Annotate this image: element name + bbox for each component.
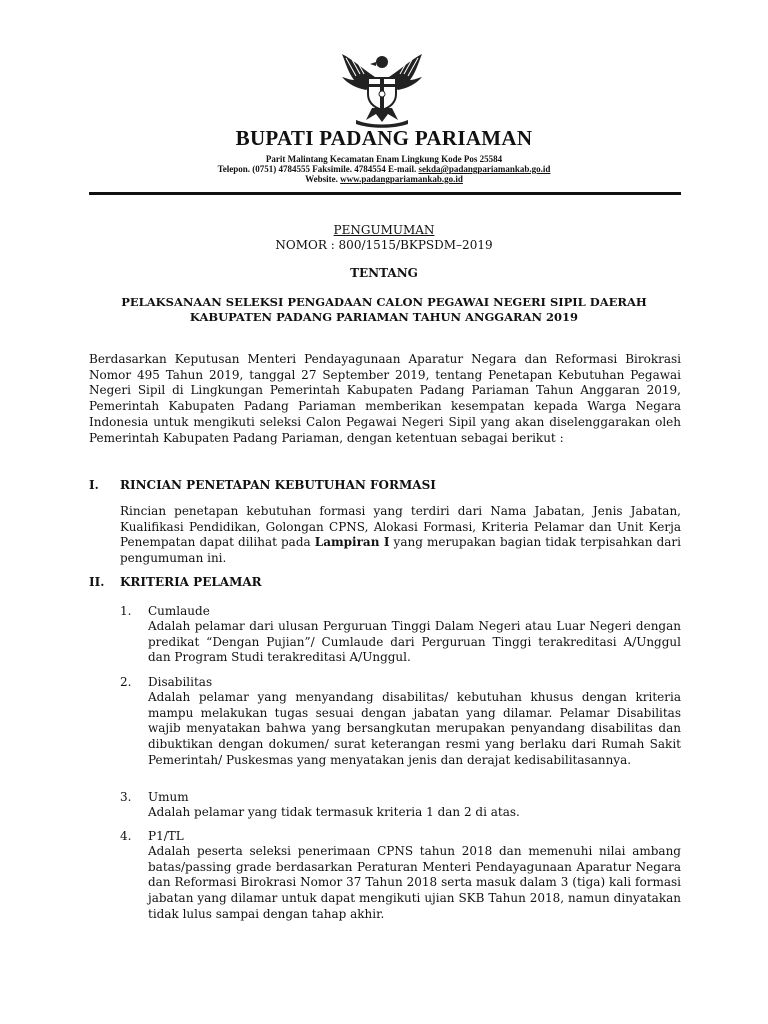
criteria-item-number: 1. xyxy=(120,604,132,618)
intro-paragraph: Berdasarkan Keputusan Menteri Pendayagunaan Aparatur Negara dan Reformasi Birokrasi Nomor 495 Tahun 2019, tanggal 27 September 2019, tentang Penetapan Kebutuhan Pegawai Negeri Sipil di Lingkungan Pemerintah Kabupaten Padang Pariaman Tahun Anggaran 2019, Pemerintah Kabupaten Padang Pariaman memberikan kesempatan kepada Warga Negara Indonesia untuk mengikuti seleksi Calon Pegawai Negeri Sipil yang akan diselenggarakan oleh Pemerintah Kabupaten Padang Pariaman, dengan ketentuan sebagai berikut : xyxy=(89,352,681,445)
criteria-item-title: Disabilitas xyxy=(148,675,213,689)
announcement-subject-line-1: PELAKSANAAN SELEKSI PENGADAAN CALON PEGAWAI NEGERI SIPIL DAERAH xyxy=(121,295,647,309)
letterhead-address: Parit Malintang Kecamatan Enam Lingkung Kode Pos 25584 xyxy=(265,154,503,164)
criteria-item-body: Adalah pelamar yang tidak termasuk kriteria 1 dan 2 di atas. xyxy=(148,805,520,819)
criteria-item-title: Cumlaude xyxy=(148,604,210,618)
criteria-item-body: Adalah pelamar dari ulusan Perguruan Tinggi Dalam Negeri atau Luar Negeri dengan predikat “Dengan Pujian”/ Cumlaude dari Perguruan Tinggi terakreditasi A/Unggul dan Program Studi terakreditasi A/Unggul. xyxy=(148,619,681,665)
garuda-emblem-icon xyxy=(336,50,428,128)
letterhead-divider xyxy=(89,192,681,195)
letterhead-contact xyxy=(0,164,768,174)
announcement-number: NOMOR : 800/1515/BKPSDM–2019 xyxy=(275,238,493,252)
section-1-text-a: Rincian penetapan kebutuhan formasi yang terdiri dari Nama Jabatan, Jenis Jabatan, Kualifikasi Pendidikan, Golongan CPNS, Alokasi Formasi, Kriteria Pelamar dan Unit Kerja Penempatan dapat dilihat pada xyxy=(120,504,681,550)
section-1-attachment-ref: Lampiran I xyxy=(314,535,390,550)
contact-prefix: Telepon. (0751) 4784555 Faksimile. 4784554 E-mail. xyxy=(217,164,419,174)
announcement-about: TENTANG xyxy=(350,266,418,280)
section-2-title: KRITERIA PELAMAR xyxy=(120,575,262,589)
announcement-label: PENGUMUMAN xyxy=(333,223,435,237)
letterhead-website xyxy=(0,174,768,184)
criteria-item-title: Umum xyxy=(148,790,189,804)
section-1-text-b: yang merupakan bagian tidak terpisahkan dari pengumuman ini. xyxy=(120,535,681,566)
criteria-item-body: Adalah pelamar yang menyandang disabilitas/ kebutuhan khusus dengan kriteria mampu melakukan tugas sesuai dengan jabatan yang dilamar. Pelamar Disabilitas wajib menyatakan bahwa yang bersangkutan merupakan penyandang disabilitas dan dibuktikan dengan dokumen/ surat keterangan resmi yang berlaku dari Rumah Sakit Pemerintah/ Puskesmas yang menyatakan jenis dan derajat kedisabilitasannya. xyxy=(148,690,681,767)
announcement-subject-line-2: KABUPATEN PADANG PARIAMAN TAHUN ANGGARAN 2019 xyxy=(189,310,579,324)
section-1-title: RINCIAN PENETAPAN KEBUTUHAN FORMASI xyxy=(120,478,436,492)
criteria-item-number: 2. xyxy=(120,675,132,689)
criteria-item-number: 4. xyxy=(120,829,132,843)
website-prefix: Website. xyxy=(305,174,341,184)
criteria-item-number: 3. xyxy=(120,790,132,804)
website-link[interactable]: www.padangpariamankab.go.id xyxy=(340,174,463,184)
criteria-item-title: P1/TL xyxy=(148,829,184,843)
section-1-number: I. xyxy=(89,478,99,492)
email-link[interactable]: sekda@padangpariamankab.go.id xyxy=(418,164,551,174)
section-2-number: II. xyxy=(89,575,105,589)
letterhead-title: BUPATI PADANG PARIAMAN xyxy=(235,126,533,150)
criteria-item-body: Adalah peserta seleksi penerimaan CPNS tahun 2018 dan memenuhi nilai ambang batas/passing grade berdasarkan Peraturan Menteri Pendayagunaan Aparatur Negara dan Reformasi Birokrasi Nomor 37 Tahun 2018 serta masuk dalam 3 (tiga) kali formasi jabatan yang dilamar untuk dapat mengikuti ujian SKB Tahun 2018, namun dinyatakan tidak lulus sampai dengan tahap akhir. xyxy=(148,844,681,921)
section-1-body xyxy=(120,504,681,567)
